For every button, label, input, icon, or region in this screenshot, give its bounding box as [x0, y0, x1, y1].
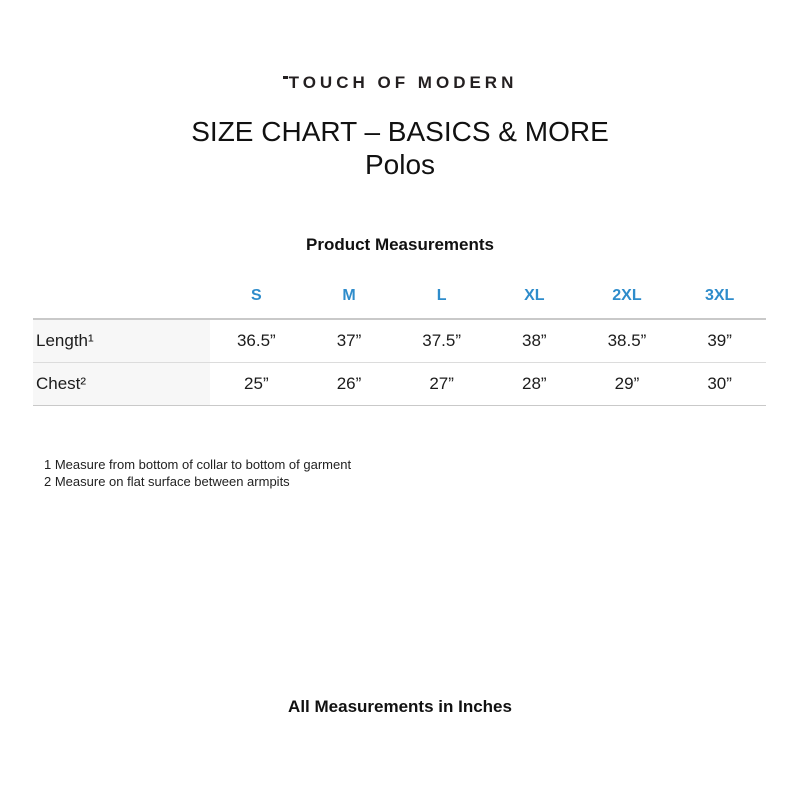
table-body	[33, 319, 766, 406]
page-subtitle: Polos	[364, 149, 436, 180]
length-value-s: 36.5”	[236, 331, 276, 350]
section-heading: Product Measurements	[306, 235, 494, 254]
chest-value-l: 27”	[429, 374, 454, 393]
logo-mark-icon	[283, 76, 288, 79]
length-value-3xl: 39”	[707, 331, 732, 350]
footnotes	[44, 457, 800, 490]
brand-logo-text: TOUCH OF MODERN	[288, 73, 518, 92]
length-value-m: 37”	[336, 331, 362, 350]
size-header-s: S	[250, 287, 262, 304]
row-label-chest: Chest²	[33, 363, 210, 406]
measurements-table	[33, 255, 766, 406]
footer-note: All Measurements in Inches	[288, 697, 512, 716]
size-header-2xl: 2XL	[612, 287, 642, 304]
size-chart-page	[0, 74, 800, 800]
footnote-length: 1 Measure from bottom of collar to bottom of garment	[44, 457, 352, 472]
chest-value-xl: 28”	[522, 374, 547, 393]
corner-cell	[33, 255, 210, 319]
size-header-row	[33, 255, 766, 319]
length-value-2xl: 38.5”	[607, 331, 647, 350]
length-value-xl: 38”	[522, 331, 547, 350]
chest-value-2xl: 29”	[614, 374, 640, 393]
page-title: SIZE CHART – BASICS & MORE	[191, 116, 609, 147]
chest-value-s: 25”	[244, 374, 269, 393]
size-header-l: L	[436, 287, 447, 304]
size-header-xl: XL	[524, 287, 545, 304]
chest-value-3xl: 30”	[707, 374, 732, 393]
size-header-m: M	[342, 287, 356, 304]
size-header-3xl: 3XL	[704, 287, 735, 304]
length-value-l: 37.5”	[422, 331, 462, 350]
brand-logo	[0, 74, 800, 92]
chest-value-m: 26”	[336, 374, 362, 393]
footnote-chest: 2 Measure on flat surface between armpits	[44, 473, 290, 489]
table-header	[33, 255, 766, 319]
table-row-chest	[33, 363, 766, 406]
table-row-length	[33, 319, 766, 363]
row-label-length: Length¹	[33, 319, 210, 363]
